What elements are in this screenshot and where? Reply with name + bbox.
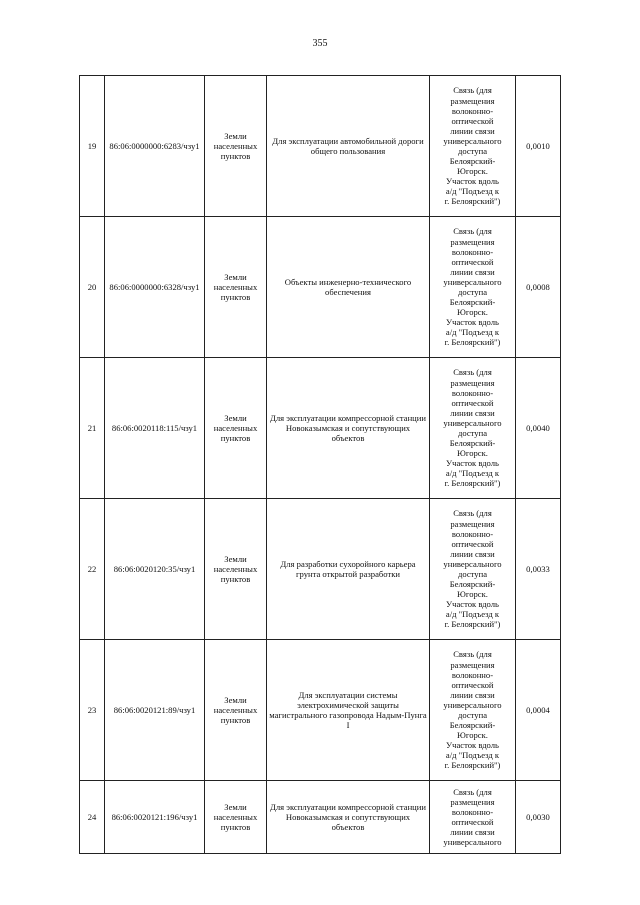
purpose-line: волоконно- [451,528,494,539]
purpose-line: Участок вдоль [446,176,499,187]
purpose-line: волоконно- [451,806,494,817]
purpose-line: а/д "Подъезд к [445,327,500,338]
purpose-line: оптической [451,817,494,827]
purpose-line: Связь (для [453,649,492,660]
purpose-line: оптической [451,679,494,690]
row-number: 24 [80,781,105,854]
purpose-line: универсального [443,276,502,287]
purpose-line: линии связи [450,407,495,418]
purpose-cell [430,640,516,781]
permitted-use: Для разработки сухоройного карьера грунта открытой разработки [267,499,430,640]
table-row [80,781,561,854]
cadastral-number: 86:06:0020118:115/чзу1 [105,358,205,499]
table-row [80,217,561,358]
land-category: Земли населенных пунктов [205,76,267,217]
purpose-line: универсального [443,558,502,569]
purpose-line: размещения [450,236,495,247]
permitted-use: Для эксплуатации системы электрохимической защиты магистрального газопровода Надым-Пунга I [267,640,430,781]
purpose-line: Белоярский- [449,579,496,590]
purpose-cell [430,499,516,640]
purpose-cell [430,217,516,358]
purpose-line: Югорск. [457,448,488,459]
cadastral-number: 86:06:0020120:35/чзу1 [105,499,205,640]
purpose-line: размещения [450,377,495,388]
area-value: 0,0008 [516,217,561,358]
purpose-line: доступа [457,710,488,720]
purpose-line: Белоярский- [449,156,496,167]
purpose-line: волоконно- [451,246,494,257]
purpose-line: Югорск. [457,307,488,318]
purpose-line: волоконно- [451,669,494,680]
purpose-line: Участок вдоль [446,599,499,610]
area-value: 0,0033 [516,499,561,640]
purpose-line: Белоярский- [449,438,496,449]
purpose-line: линии связи [450,266,495,277]
purpose-line: линии связи [450,548,495,559]
purpose-line: Югорск. [457,166,488,177]
area-value: 0,0040 [516,358,561,499]
purpose-line: Югорск. [457,730,488,741]
land-category: Земли населенных пунктов [205,781,267,854]
purpose-line: Связь (для [453,85,492,96]
row-number: 20 [80,217,105,358]
purpose-line: универсального [443,837,502,848]
area-value: 0,0030 [516,781,561,854]
purpose-line: г. Белоярский") [444,337,501,348]
row-number: 22 [80,499,105,640]
purpose-line: оптической [451,115,494,126]
table-row [80,499,561,640]
purpose-cell [430,781,516,854]
land-category: Земли населенных пунктов [205,499,267,640]
purpose-line: Белоярский- [449,297,496,308]
purpose-line: Связь (для [453,226,492,237]
land-category: Земли населенных пунктов [205,640,267,781]
purpose-line: линии связи [450,125,495,136]
purpose-line: г. Белоярский") [444,760,501,771]
purpose-line: Связь (для [453,367,492,378]
purpose-line: доступа [457,569,488,579]
cadastral-number: 86:06:0020121:89/чзу1 [105,640,205,781]
purpose-line: размещения [450,659,495,670]
purpose-line: г. Белоярский") [444,619,501,630]
purpose-line: г. Белоярский") [444,478,501,489]
purpose-line: доступа [457,146,488,156]
purpose-line: Белоярский- [449,720,496,731]
table-row [80,358,561,499]
row-number: 23 [80,640,105,781]
purpose-cell [430,358,516,499]
purpose-line: а/д "Подъезд к [445,609,500,620]
purpose-line: Связь (для [453,786,492,797]
page-number: 355 [312,38,328,49]
land-plots-table [79,75,561,854]
purpose-line: универсального [443,417,502,428]
purpose-line: Югорск. [457,589,488,600]
purpose-line: линии связи [450,827,495,838]
purpose-line: доступа [457,287,488,297]
purpose-line: а/д "Подъезд к [445,750,500,761]
table-row [80,640,561,781]
area-value: 0,0010 [516,76,561,217]
purpose-line: универсального [443,135,502,146]
area-value: 0,0004 [516,640,561,781]
purpose-cell [430,76,516,217]
purpose-line: а/д "Подъезд к [445,186,500,197]
table-row [80,76,561,217]
purpose-line: Участок вдоль [446,458,499,469]
purpose-line: г. Белоярский") [444,196,501,207]
row-number: 19 [80,76,105,217]
land-category: Земли населенных пунктов [205,217,267,358]
purpose-line: волоконно- [451,105,494,116]
purpose-line: универсального [443,699,502,710]
land-category: Земли населенных пунктов [205,358,267,499]
permitted-use: Объекты инженерно-технического обеспечения [267,217,430,358]
purpose-line: оптической [451,538,494,549]
purpose-line: размещения [450,518,495,529]
permitted-use: Для эксплуатации компрессорной станции Новоказымская и сопутствующих объектов [267,781,430,854]
purpose-line: размещения [450,95,495,106]
purpose-line: оптической [451,397,494,408]
purpose-line: оптической [451,256,494,267]
cadastral-number: 86:06:0000000:6328/чзу1 [105,217,205,358]
purpose-line: а/д "Подъезд к [445,468,500,479]
purpose-line: размещения [450,796,495,807]
permitted-use: Для эксплуатации автомобильной дороги общего пользования [267,76,430,217]
row-number: 21 [80,358,105,499]
cadastral-number: 86:06:0020121:196/чзу1 [105,781,205,854]
purpose-line: Связь (для [453,508,492,519]
cadastral-number: 86:06:0000000:6283/чзу1 [105,76,205,217]
purpose-line: Участок вдоль [446,317,499,328]
permitted-use: Для эксплуатации компрессорной станции Новоказымская и сопутствующих объектов [267,358,430,499]
purpose-line: волоконно- [451,387,494,398]
purpose-line: доступа [457,428,488,438]
purpose-line: Участок вдоль [446,740,499,751]
purpose-line: линии связи [450,689,495,700]
